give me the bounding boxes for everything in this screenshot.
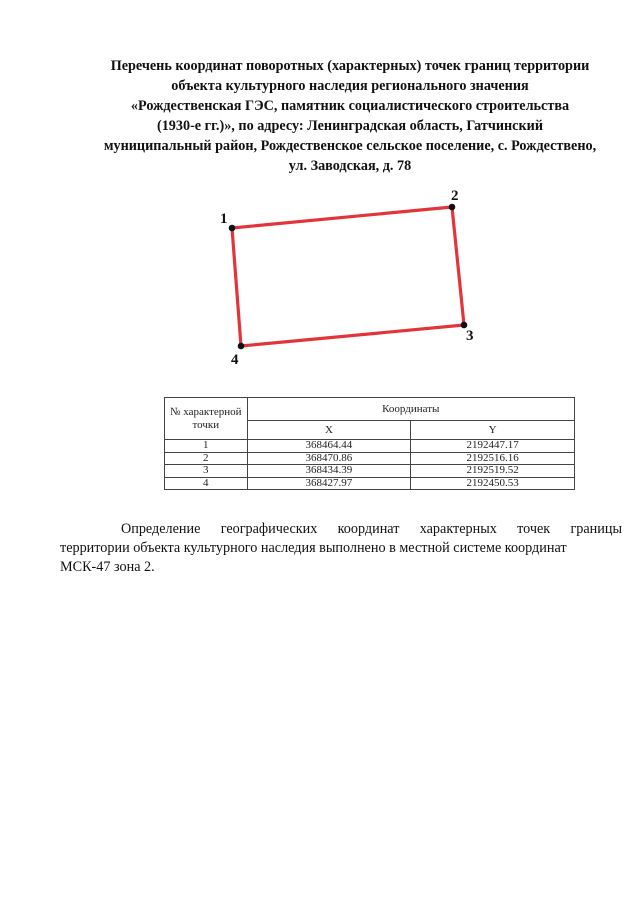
point-marker-4 — [238, 343, 245, 350]
note-word: границы — [570, 521, 622, 537]
title-line: (1930-е гг.)», по адресу: Ленинградская область, Гатчинский — [156, 118, 543, 134]
coordinates-table — [164, 397, 575, 490]
title-line: ул. Заводская, д. 78 — [288, 158, 412, 174]
cell-x: 368470.86 — [247, 452, 411, 465]
cell-x: 368434.39 — [247, 465, 411, 478]
note-word: Определение — [121, 521, 201, 537]
note-word: географических — [220, 521, 318, 537]
note-line-3: МСК-47 зона 2. — [60, 559, 155, 575]
point-label-2: 2 — [451, 188, 459, 204]
table-row — [165, 440, 575, 453]
note-line-1 — [121, 520, 622, 539]
point-label-1: 1 — [220, 211, 228, 227]
point-marker-1 — [229, 225, 236, 232]
title-line: «Рождественская ГЭС, памятник социалистического строительства — [130, 98, 570, 114]
cell-number: 3 — [165, 465, 248, 478]
boundary-polygon — [232, 207, 464, 346]
cell-y: 2192450.53 — [411, 477, 575, 490]
cell-x: 368464.44 — [247, 440, 411, 453]
cell-y: 2192519.52 — [411, 465, 575, 478]
title-line: муниципальный район, Рождественское сельское поселение, с. Рождествено, — [103, 138, 597, 154]
header-coordinates: Координаты — [247, 398, 574, 421]
note-word: координат — [337, 521, 400, 537]
document-title — [60, 56, 640, 176]
cell-y: 2192447.17 — [411, 440, 575, 453]
cell-x: 368427.97 — [247, 477, 411, 490]
table-row — [165, 452, 575, 465]
point-marker-3 — [461, 322, 468, 329]
header-point-number: № характерной точки — [165, 398, 248, 440]
coordinate-system-note — [60, 520, 622, 577]
header-y: Y — [411, 421, 575, 440]
cell-number: 2 — [165, 452, 248, 465]
note-word: точек — [517, 521, 551, 537]
table-row — [165, 465, 575, 478]
note-line-2: территории объекта культурного наследия выполнено в местной системе координат — [60, 540, 567, 556]
table-row — [165, 477, 575, 490]
header-x: X — [247, 421, 411, 440]
point-label-3: 3 — [466, 328, 474, 344]
note-word: характерных — [419, 521, 497, 537]
point-marker-2 — [449, 204, 456, 211]
title-line: Перечень координат поворотных (характерных) точек границ территории — [110, 58, 590, 74]
cell-y: 2192516.16 — [411, 452, 575, 465]
cell-number: 4 — [165, 477, 248, 490]
point-label-4: 4 — [231, 352, 239, 368]
cell-number: 1 — [165, 440, 248, 453]
title-line: объекта культурного наследия регионального значения — [171, 78, 529, 94]
